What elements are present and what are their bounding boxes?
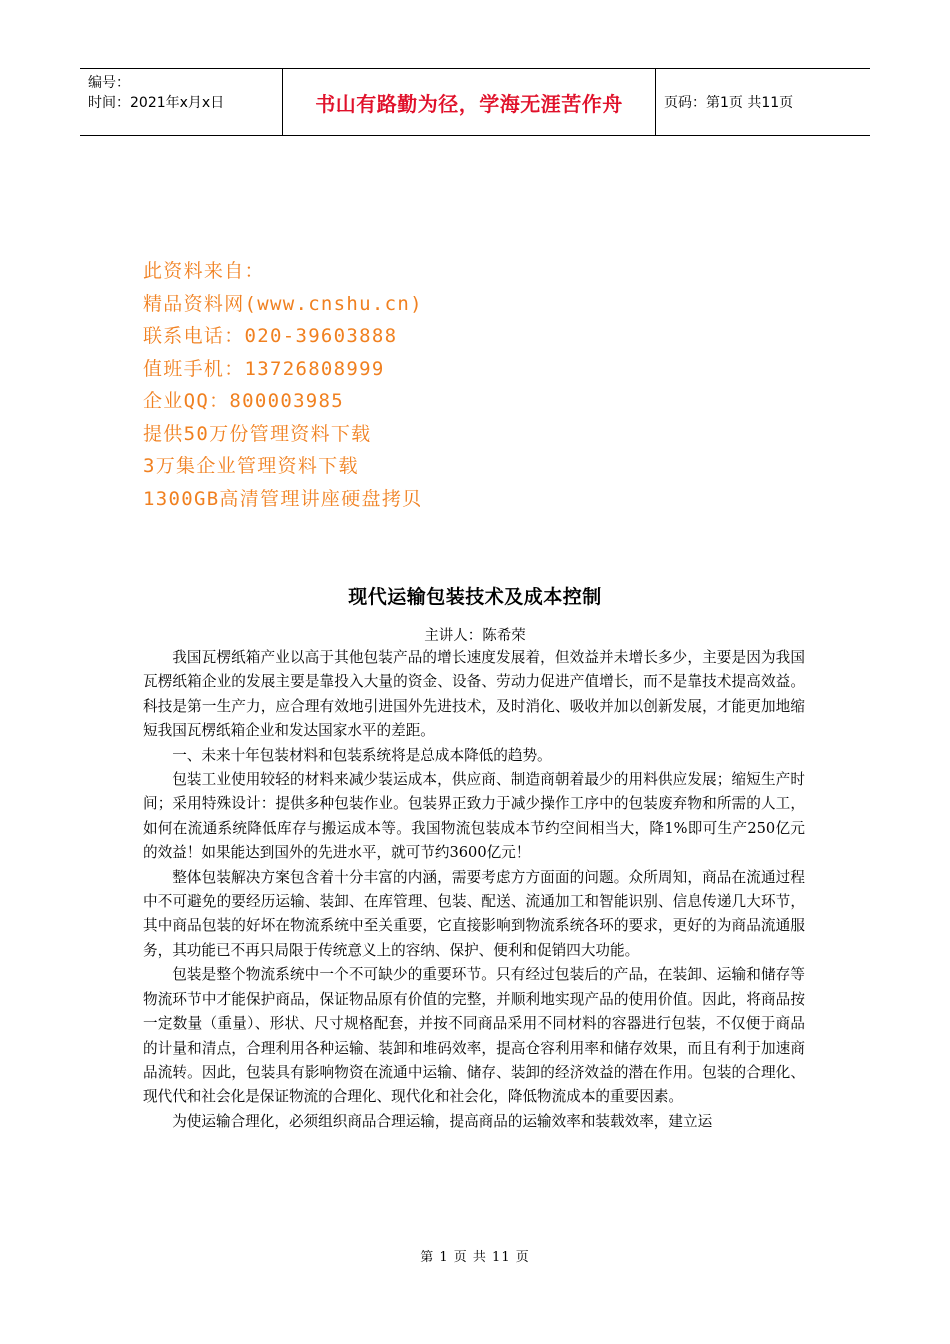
body-paragraph: 我国瓦楞纸箱产业以高于其他包装产品的增长速度发展着，但效益并未增长多少，主要是因为我国瓦楞纸箱企业的发展主要是靠投入大量的资金、设备、劳动力促进产值增长，而不是靠技术提高效益。科技是第一生产力，应合理有效地引进国外先进技术，及时消化、吸收并加以创新发展，才能更加地缩短我国瓦楞纸箱企业和发达国家水平的差距。 bbox=[143, 649, 805, 740]
source-line: 3万集企业管理资料下载 bbox=[143, 455, 359, 477]
document-title: 现代运输包装技术及成本控制 bbox=[348, 586, 602, 608]
source-line: 1300GB高清管理讲座硬盘拷贝 bbox=[143, 487, 423, 510]
section-heading: 一、未来十年包装材料和包装系统将是总成本降低的趋势。 bbox=[172, 746, 552, 764]
body-paragraph: 整体包装解决方案包含着十分丰富的内涵，需要考虑方方面面的问题。众所周知，商品在流通过程中不可避免的要经历运输、装卸、在库管理、包装、配送、流通加工和智能识别、信息传递几大环节，其中商品包装的好坏在物流系统中至关重要，它直接影响到物流系统各环的要求，更好的为商品流通服务，其功能已不再只局限于传统意义上的容纳、保护、便利和促销四大功能。 bbox=[143, 868, 805, 959]
motto-cell bbox=[282, 69, 656, 135]
page-footer: 第 1 页 共 11 页 bbox=[420, 1250, 530, 1265]
time-label: 时间：2021年x月x日 bbox=[88, 95, 225, 111]
motto-text: 书山有路勤为径，学海无涯苦作舟 bbox=[315, 91, 623, 116]
number-label: 编号： bbox=[88, 75, 130, 91]
page-label: 页码：第1页 共11页 bbox=[664, 95, 794, 111]
page-number-cell bbox=[656, 69, 870, 135]
source-line: 精品资料网(www.cnshu.cn) bbox=[143, 292, 423, 315]
source-line: 值班手机：13726808999 bbox=[143, 357, 385, 380]
source-line: 企业QQ：800003985 bbox=[143, 390, 345, 412]
header-table bbox=[80, 68, 870, 136]
body-paragraph: 包装是整个物流系统中一个不可缺少的重要环节。只有经过包装后的产品，在装卸、运输和储存等物流环节中才能保护商品，保证物品原有价值的完整，并顺利地实现产品的使用价值。因此，将商品按一定数量（重量）、形状、尺寸规格配套，并按不同商品采用不同材料的容器进行包装，不仅便于商品的计量和清点，合理利用各种运输、装卸和堆码效率，提高仓容利用率和储存效果，而且有利于加速商品流转。因此，包装具有影响物资在流通中运输、储存、装卸的经济效益的潜在作用。包装的合理化、现代代和社会化是保证物流的合理化、现代化和社会化，降低物流成本的重要因素。 bbox=[143, 966, 805, 1106]
source-line: 联系电话：020-39603888 bbox=[143, 325, 398, 347]
document-body bbox=[143, 646, 805, 1134]
body-paragraph: 包装工业使用较轻的材料来减少装运成本，供应商、制造商朝着最少的用料供应发展；缩短生产时间；采用特殊设计：提供多种包装作业。包装界正致力于减少操作工序中的包装废弃物和所需的人工，如何在流通系统降低库存与搬运成本等。我国物流包装成本节约空间相当大，降1%即可生产250亿元的效益！如果能达到国外的先进水平，就可节约3600亿元！ bbox=[143, 771, 805, 862]
source-info-block bbox=[143, 255, 423, 515]
source-line: 此资料来自： bbox=[143, 260, 265, 282]
speaker-line: 主讲人：陈希荣 bbox=[424, 628, 526, 644]
header-meta-cell bbox=[80, 69, 282, 135]
body-paragraph: 为使运输合理化，必须组织商品合理运输，提高商品的运输效率和装载效率，建立运 bbox=[172, 1112, 713, 1130]
source-line: 提供50万份管理资料下载 bbox=[143, 422, 372, 445]
